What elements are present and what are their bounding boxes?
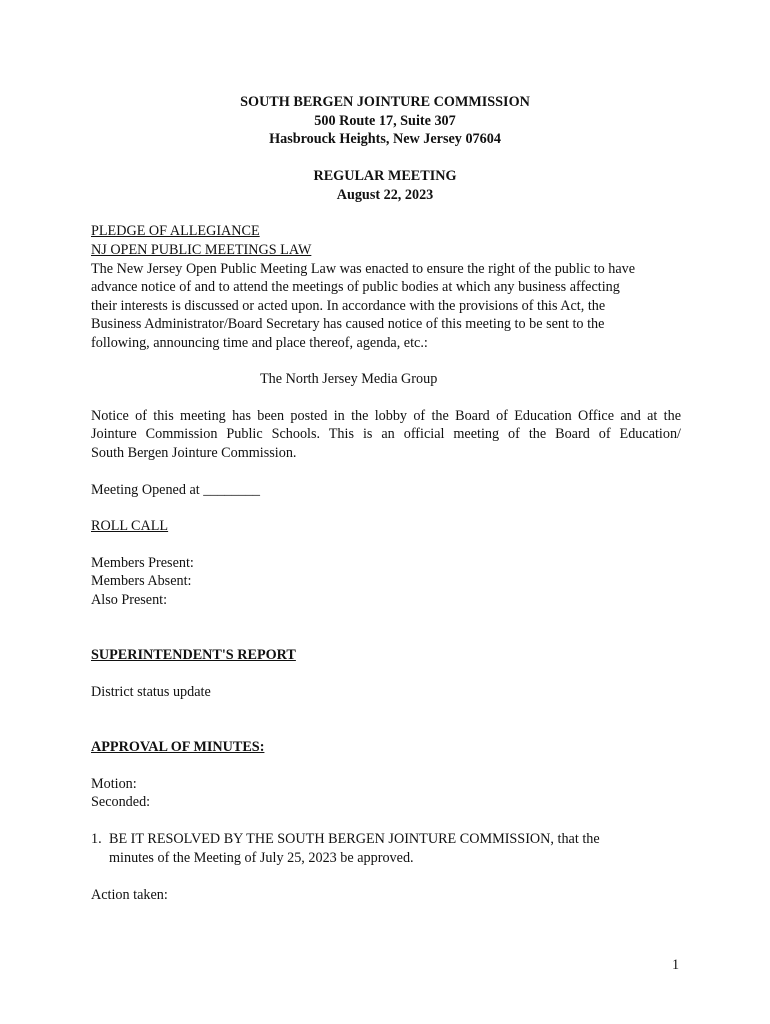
opma-paragraph <box>91 260 681 352</box>
notice-line: South Bergen Jointure Commission. <box>91 444 297 461</box>
members-present-label: Members Present: <box>91 555 194 571</box>
opma-line: their interests is discussed or acted upon. In accordance with the provisions of this Act, the <box>91 297 606 314</box>
opma-line: Business Administrator/Board Secretary has caused notice of this meeting to be sent to the <box>91 316 605 333</box>
address-line-1: 500 Route 17, Suite 307 <box>314 113 456 129</box>
notice-recipient: The North Jersey Media Group <box>260 371 438 387</box>
notice-line: Jointure Commission Public Schools. This is an official meeting of the Board of Education/ <box>91 426 681 443</box>
opma-line: advance notice of and to attend the meetings of public bodies at which any business affecting <box>91 279 620 296</box>
opma-line: The New Jersey Open Public Meeting Law was enacted to ensure the right of the public to have <box>91 261 636 277</box>
resolution-number: 1. <box>91 831 102 847</box>
roll-call-heading: ROLL CALL <box>91 518 169 534</box>
meeting-opened-line: Meeting Opened at ________ <box>91 482 261 498</box>
members-absent-label: Members Absent: <box>91 573 192 589</box>
address-line-2: Hasbrouck Heights, New Jersey 07604 <box>269 131 501 147</box>
opma-heading: NJ OPEN PUBLIC MEETINGS LAW <box>91 242 312 258</box>
notice-line: Notice of this meeting has been posted in the lobby of the Board of Education Office and at the <box>91 408 681 424</box>
seconded-label: Seconded: <box>91 794 151 810</box>
resolution-line-1: BE IT RESOLVED BY THE SOUTH BERGEN JOINTURE COMMISSION, that the <box>109 831 600 847</box>
superintendent-report-heading: SUPERINTENDENT'S REPORT <box>91 647 296 663</box>
also-present-label: Also Present: <box>91 592 168 608</box>
notice-paragraph <box>91 407 681 462</box>
opma-line: following, announcing time and place thereof, agenda, etc.: <box>91 334 428 351</box>
page-number: 1 <box>672 957 680 973</box>
org-name: SOUTH BERGEN JOINTURE COMMISSION <box>240 94 530 110</box>
pledge-heading: PLEDGE OF ALLEGIANCE <box>91 223 260 239</box>
superintendent-report-text: District status update <box>91 684 211 700</box>
approval-minutes-heading: APPROVAL OF MINUTES: <box>91 739 265 755</box>
action-taken-label: Action taken: <box>91 887 168 903</box>
meeting-type: REGULAR MEETING <box>313 168 457 184</box>
motion-label: Motion: <box>91 776 137 792</box>
resolution-line-2: minutes of the Meeting of July 25, 2023 be approved. <box>109 850 414 866</box>
meeting-date: August 22, 2023 <box>336 187 434 203</box>
